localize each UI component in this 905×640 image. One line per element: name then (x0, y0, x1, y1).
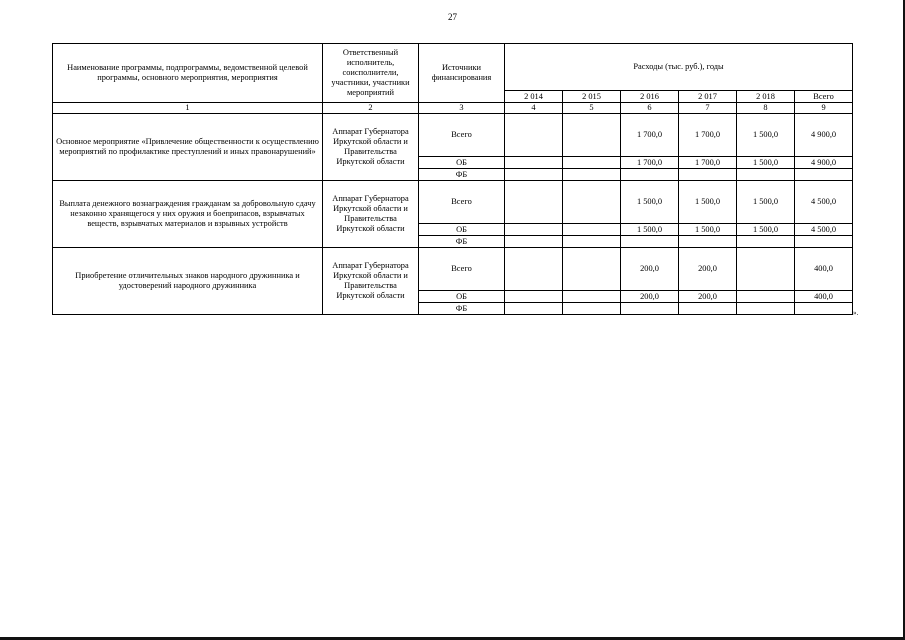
activity-name: Приобретение отличительных знаков народного дружинника и удостоверений народного дружинника (53, 248, 323, 315)
responsible-executor: Аппарат Губернатора Иркутской области и Правительства Иркутской области (323, 248, 419, 315)
source-label: ФБ (419, 236, 505, 248)
responsible-executor: Аппарат Губернатора Иркутской области и Правительства Иркутской области (323, 114, 419, 181)
table-header (53, 44, 853, 114)
table-body (53, 114, 853, 315)
source-label: ФБ (419, 303, 505, 315)
column-number: 7 (679, 103, 737, 114)
value-cell (563, 248, 621, 291)
source-label: ОБ (419, 157, 505, 169)
value-cell (505, 169, 563, 181)
value-cell-total: 400,0 (795, 248, 853, 291)
column-number: 6 (621, 103, 679, 114)
header-col-sources: Источники финансирования (419, 44, 505, 103)
value-cell (679, 169, 737, 181)
value-cell: 1 700,0 (621, 114, 679, 157)
value-cell (737, 291, 795, 303)
table-row (53, 181, 853, 224)
header-col-name: Наименование программы, подпрограммы, ведомственной целевой программы, основного мероприятия, мероприятия (53, 44, 323, 103)
table-row (53, 114, 853, 157)
source-label: Всего (419, 114, 505, 157)
value-cell: 200,0 (679, 248, 737, 291)
value-cell-total (795, 169, 853, 181)
value-cell (563, 236, 621, 248)
column-number: 4 (505, 103, 563, 114)
value-cell (679, 303, 737, 315)
value-cell (563, 181, 621, 224)
header-col-expenses: Расходы (тыс. руб.), годы (505, 44, 853, 91)
value-cell: 200,0 (679, 291, 737, 303)
activity-name: Выплата денежного вознаграждения гражданам за добровольную сдачу незаконно хранящегося у них оружия и боеприпасов, взрывчатых веществ, взрывчатых материалов и взрывных устройств (53, 181, 323, 248)
header-col-responsible: Ответственный исполнитель, соисполнители, участники, участники мероприятий (323, 44, 419, 103)
column-number: 3 (419, 103, 505, 114)
value-cell (505, 224, 563, 236)
header-year: 2 016 (621, 91, 679, 103)
value-cell-total: 4 900,0 (795, 114, 853, 157)
value-cell (505, 291, 563, 303)
column-number: 9 (795, 103, 853, 114)
value-cell (563, 224, 621, 236)
column-number: 8 (737, 103, 795, 114)
value-cell (505, 303, 563, 315)
value-cell-total: 400,0 (795, 291, 853, 303)
value-cell: 1 500,0 (737, 181, 795, 224)
value-cell: 1 700,0 (621, 157, 679, 169)
source-label: ОБ (419, 291, 505, 303)
value-cell: 1 500,0 (679, 181, 737, 224)
column-number: 1 (53, 103, 323, 114)
value-cell (563, 303, 621, 315)
table-row (53, 248, 853, 291)
value-cell: 200,0 (621, 248, 679, 291)
value-cell-total: 4 500,0 (795, 181, 853, 224)
header-year: 2 017 (679, 91, 737, 103)
header-year: 2 014 (505, 91, 563, 103)
value-cell: 1 700,0 (679, 114, 737, 157)
source-label: ОБ (419, 224, 505, 236)
header-year: 2 015 (563, 91, 621, 103)
value-cell: 200,0 (621, 291, 679, 303)
value-cell (505, 114, 563, 157)
value-cell (679, 236, 737, 248)
column-number: 5 (563, 103, 621, 114)
header-year: 2 018 (737, 91, 795, 103)
activity-name: Основное мероприятие «Привлечение общественности к осуществлению мероприятий по профилактике преступлений и иных правонарушений» (53, 114, 323, 181)
value-cell (563, 114, 621, 157)
value-cell: 1 500,0 (621, 181, 679, 224)
source-label: Всего (419, 181, 505, 224)
value-cell (563, 291, 621, 303)
column-number: 2 (323, 103, 419, 114)
value-cell (563, 169, 621, 181)
responsible-executor: Аппарат Губернатора Иркутской области и Правительства Иркутской области (323, 181, 419, 248)
value-cell (563, 157, 621, 169)
value-cell: 1 500,0 (737, 114, 795, 157)
value-cell: 1 500,0 (621, 224, 679, 236)
value-cell (621, 236, 679, 248)
value-cell-total (795, 303, 853, 315)
value-cell-total (795, 236, 853, 248)
value-cell (505, 236, 563, 248)
value-cell (737, 169, 795, 181)
value-cell (621, 303, 679, 315)
value-cell (737, 303, 795, 315)
budget-table (52, 43, 853, 315)
value-cell (737, 236, 795, 248)
value-cell-total: 4 900,0 (795, 157, 853, 169)
value-cell: 1 500,0 (679, 224, 737, 236)
value-cell (621, 169, 679, 181)
source-label: ФБ (419, 169, 505, 181)
source-label: Всего (419, 248, 505, 291)
value-cell: 1 500,0 (737, 157, 795, 169)
page-number: 27 (448, 12, 457, 22)
header-year-total: Всего (795, 91, 853, 103)
value-cell (737, 248, 795, 291)
value-cell-total: 4 500,0 (795, 224, 853, 236)
value-cell: 1 700,0 (679, 157, 737, 169)
value-cell (505, 248, 563, 291)
closing-quote-mark: ». (853, 309, 859, 317)
value-cell: 1 500,0 (737, 224, 795, 236)
value-cell (505, 181, 563, 224)
value-cell (505, 157, 563, 169)
